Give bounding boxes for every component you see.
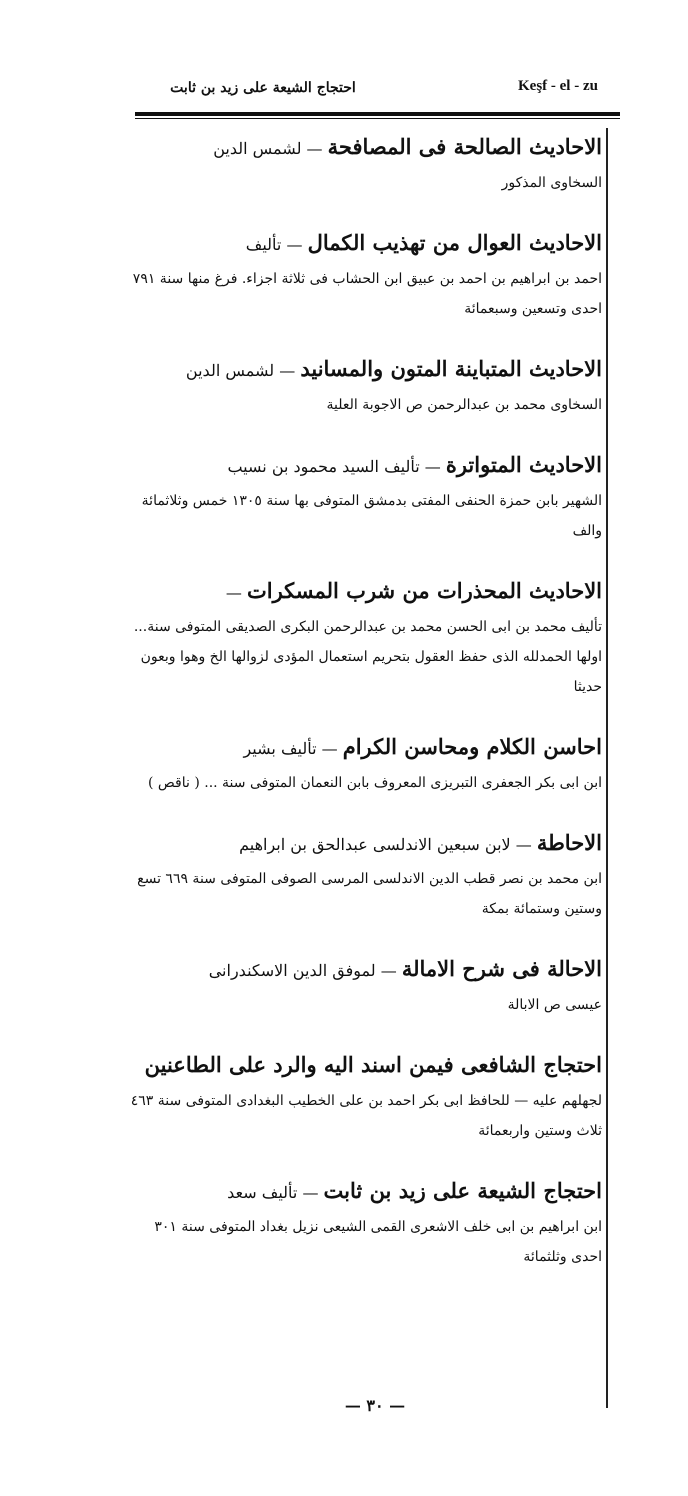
entry-attribution: — لابن سبعين الاندلسى عبدالحق بن ابراهيم xyxy=(239,835,532,854)
entry-heading: الاحاطة xyxy=(536,830,602,855)
bibliography-entry xyxy=(130,572,602,702)
entry-heading: احاسن الكلام ومحاسن الكرام xyxy=(342,734,602,759)
entry-body: ابن محمد بن نصر قطب الدين الاندلسى المرسى الصوفى المتوفى سنة ٦٦٩ تسع وستين وستمائة بمكة xyxy=(137,871,602,917)
running-header-latin: Keşf - el - zu xyxy=(518,78,598,94)
entry-heading: الاحاديث المتواترة xyxy=(445,452,602,477)
entry-attribution: — تأليف سعد xyxy=(227,1183,319,1202)
bibliography-entry xyxy=(130,1046,602,1146)
entry-heading: الاحالة فى شرح الامالة xyxy=(401,956,602,981)
bibliography-entry xyxy=(130,824,602,924)
entry-attribution: — تأليف بشير xyxy=(243,739,338,758)
entry-body: لجهلهم عليه — للحافظ ابى بكر احمد بن على الخطيب البغدادى المتوفى سنة ٤٦٣ ثلاث وستين واربعمائة xyxy=(130,1093,602,1139)
entry-attribution: — xyxy=(225,583,242,602)
entry-body: عيسى ص الابالة xyxy=(507,997,602,1013)
bibliography-entry xyxy=(130,950,602,1020)
bibliography-entry xyxy=(130,446,602,546)
entry-attribution: — لشمس الدين xyxy=(213,139,323,158)
bibliography-entry xyxy=(130,224,602,324)
bibliography-entry xyxy=(130,728,602,798)
entry-heading: الاحاديث العوال من تهذيب الكمال xyxy=(307,230,602,255)
running-header-title: احتجاج الشيعة على زيد بن ثابت xyxy=(170,80,356,96)
entry-heading: الاحاديث المحذرات من شرب المسكرات xyxy=(246,578,602,603)
bibliography-entry xyxy=(130,128,602,198)
entry-body: السخاوى المذكور xyxy=(501,175,602,191)
entry-heading: الاحاديث المتباينة المتون والمسانيد xyxy=(300,356,602,381)
bibliography-entry xyxy=(130,350,602,420)
entry-attribution: — تأليف السيد محمود بن نسيب xyxy=(227,457,441,476)
entry-body: ابن ابراهيم بن ابى خلف الاشعرى القمى الشيعى نزيل بغداد المتوفى سنة ٣٠١ احدى وثلثمائة xyxy=(154,1219,602,1265)
entry-list xyxy=(130,128,602,1298)
entry-attribution: — لموفق الدين الاسكندرانى xyxy=(208,961,397,980)
entry-attribution: — لشمس الدين xyxy=(185,361,296,380)
entry-body: الشهير بابن حمزة الحنفى المفتى بدمشق المتوفى بها سنة ١٣٠٥ خمس وثلاثمائة والف xyxy=(141,493,602,539)
entry-heading: احتجاج الشيعة على زيد بن ثابت xyxy=(323,1178,602,1203)
header-rule-thick xyxy=(135,112,620,116)
entry-body: احمد بن ابراهيم بن احمد بن عبيق ابن الحشاب فى ثلاثة اجزاء. فرغ منها سنة ٧٩١ احدى وتسعين وسبعمائة xyxy=(132,271,602,317)
entry-heading: الاحاديث الصالحة فى المصافحة xyxy=(327,134,602,159)
entry-attribution: — تأليف xyxy=(245,235,303,254)
entry-body: ابن ابى بكر الجعفرى التبريزى المعروف بابن النعمان المتوفى سنة ... ( ناقص ) xyxy=(147,775,602,791)
page-number: — ٣٠ — xyxy=(344,1396,406,1415)
margin-line xyxy=(606,128,608,1408)
bibliography-entry xyxy=(130,1172,602,1272)
entry-heading: احتجاج الشافعى فيمن اسند اليه والرد على الطاعنين xyxy=(144,1052,602,1077)
header-rule-thin xyxy=(135,118,620,119)
entry-body: السخاوى محمد بن عبدالرحمن ص الاجوبة العلية xyxy=(326,397,602,413)
entry-body: تأليف محمد بن ابى الحسن محمد بن عبدالرحمن البكرى الصديقى المتوفى سنة... اولها الحمدلله الذى حفظ العقول بتحريم استعمال المؤدى لزوالها الخ وهوا وبعون حديثا xyxy=(133,619,602,695)
